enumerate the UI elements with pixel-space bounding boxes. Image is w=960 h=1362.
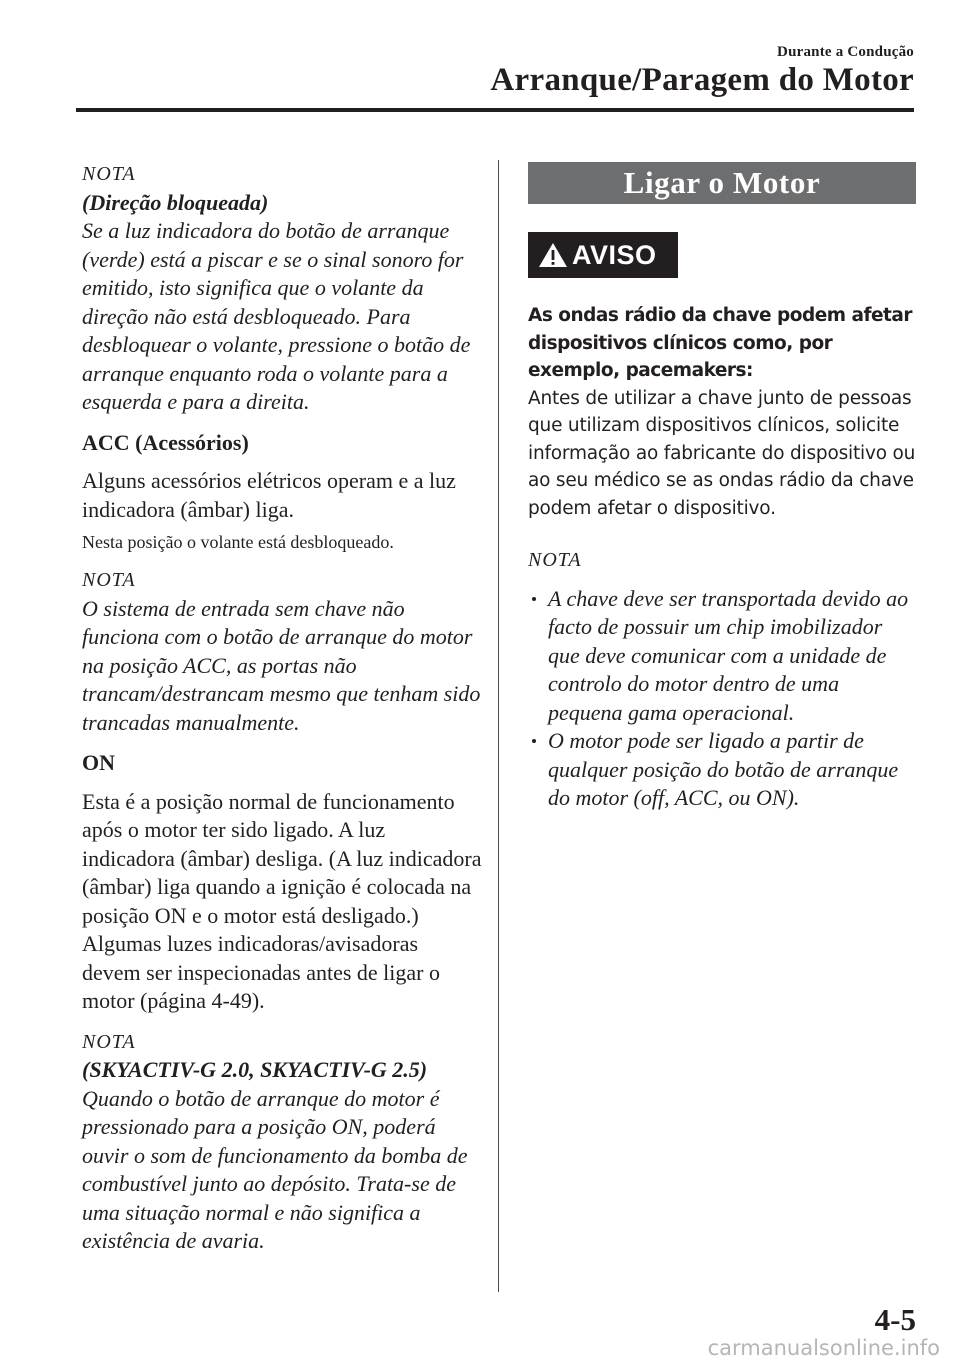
list-item: O motor pode ser ligado a partir de qualquer posição do botão de arranque do motor (off, ACC, ou ON). (528, 727, 916, 813)
warning-triangle-icon (538, 241, 568, 269)
nota-text: O sistema de entrada sem chave não funciona com o botão de arranque do motor na posição ACC, as portas não trancam/destrancam mesmo que tenham sido trancadas manualmente. (82, 595, 481, 735)
on-text: Esta é a posição normal de funcionamento após o motor ter sido ligado. A luz indicadora (âmbar) desliga. (A luz indicadora (âmbar) liga quando a ignição é colocada na posição ON e o motor está desligado.) (82, 788, 482, 928)
warning-body (528, 302, 916, 522)
warning-badge-label: AVISO (572, 239, 657, 270)
right-column (528, 162, 916, 813)
nota-heading: (SKYACTIV-G 2.0, SKYACTIV-G 2.5) (82, 1057, 428, 1082)
chapter-label: Durante a Condução (777, 44, 914, 60)
warning-badge (528, 232, 678, 278)
header-rule (76, 108, 914, 112)
nota-text: Se a luz indicadora do botão de arranque (verde) está a piscar e se o sinal sonoro for emitido, isto significa que o volante da direção não está desbloqueado. Para desbloquear o volante, pressione o botão de arranque enquanto roda o volante para a esquerda e para a direita. (82, 218, 471, 414)
on-text-2: Algumas luzes indicadoras/avisadoras devem ser inspecionadas antes de ligar o motor (página 4-49). (82, 931, 440, 1013)
warning-text: Antes de utilizar a chave junto de pessoas que utilizam dispositivos clínicos, solicite informação ao fabricante do dispositivo ou ao seu médico se as ondas rádio da chave podem afetar o dispositivo. (528, 387, 916, 519)
watermark: carmanualsonline.info (707, 1336, 940, 1360)
acc-small-text: Nesta posição o volante está desbloqueado. (82, 532, 394, 552)
nota-text: Quando o botão de arranque do motor é pressionado para a posição ON, poderá ouvir o som de funcionamento da bomba de combustível junto ao depósito. Trata-se de uma situação normal e não significa a existência de avaria. (82, 1085, 468, 1253)
nota-label: NOTA (82, 163, 136, 185)
left-column (82, 160, 482, 1268)
list-item: A chave deve ser transportada devido ao facto de possuir um chip imobilizador que deve comunicar com a unidade de controlo do motor dentro de uma pequena gama operacional. (528, 585, 916, 728)
acc-heading: ACC (Acessórios) (82, 429, 249, 455)
page-header-title: Arranque/Paragem do Motor (490, 62, 914, 98)
page-number: 4-5 (874, 1302, 916, 1337)
bullet-dot (532, 739, 536, 743)
nota-label: NOTA (82, 569, 136, 591)
on-heading: ON (82, 750, 115, 775)
nota-heading: (Direção bloqueada) (82, 189, 269, 215)
nota-label: NOTA (82, 1030, 136, 1053)
nota-bullet-list (528, 585, 916, 813)
column-divider (498, 160, 499, 1292)
warning-heading: As ondas rádio da chave podem afetar dispositivos clínicos como, por exemplo, pacemakers: (528, 305, 912, 381)
section-title: Ligar o Motor (528, 162, 916, 204)
bullet-dot (532, 597, 536, 601)
acc-text: Alguns acessórios elétricos operam e a luz indicadora (âmbar) liga. (82, 468, 456, 522)
nota-block (528, 546, 916, 813)
nota-label: NOTA (528, 549, 582, 571)
